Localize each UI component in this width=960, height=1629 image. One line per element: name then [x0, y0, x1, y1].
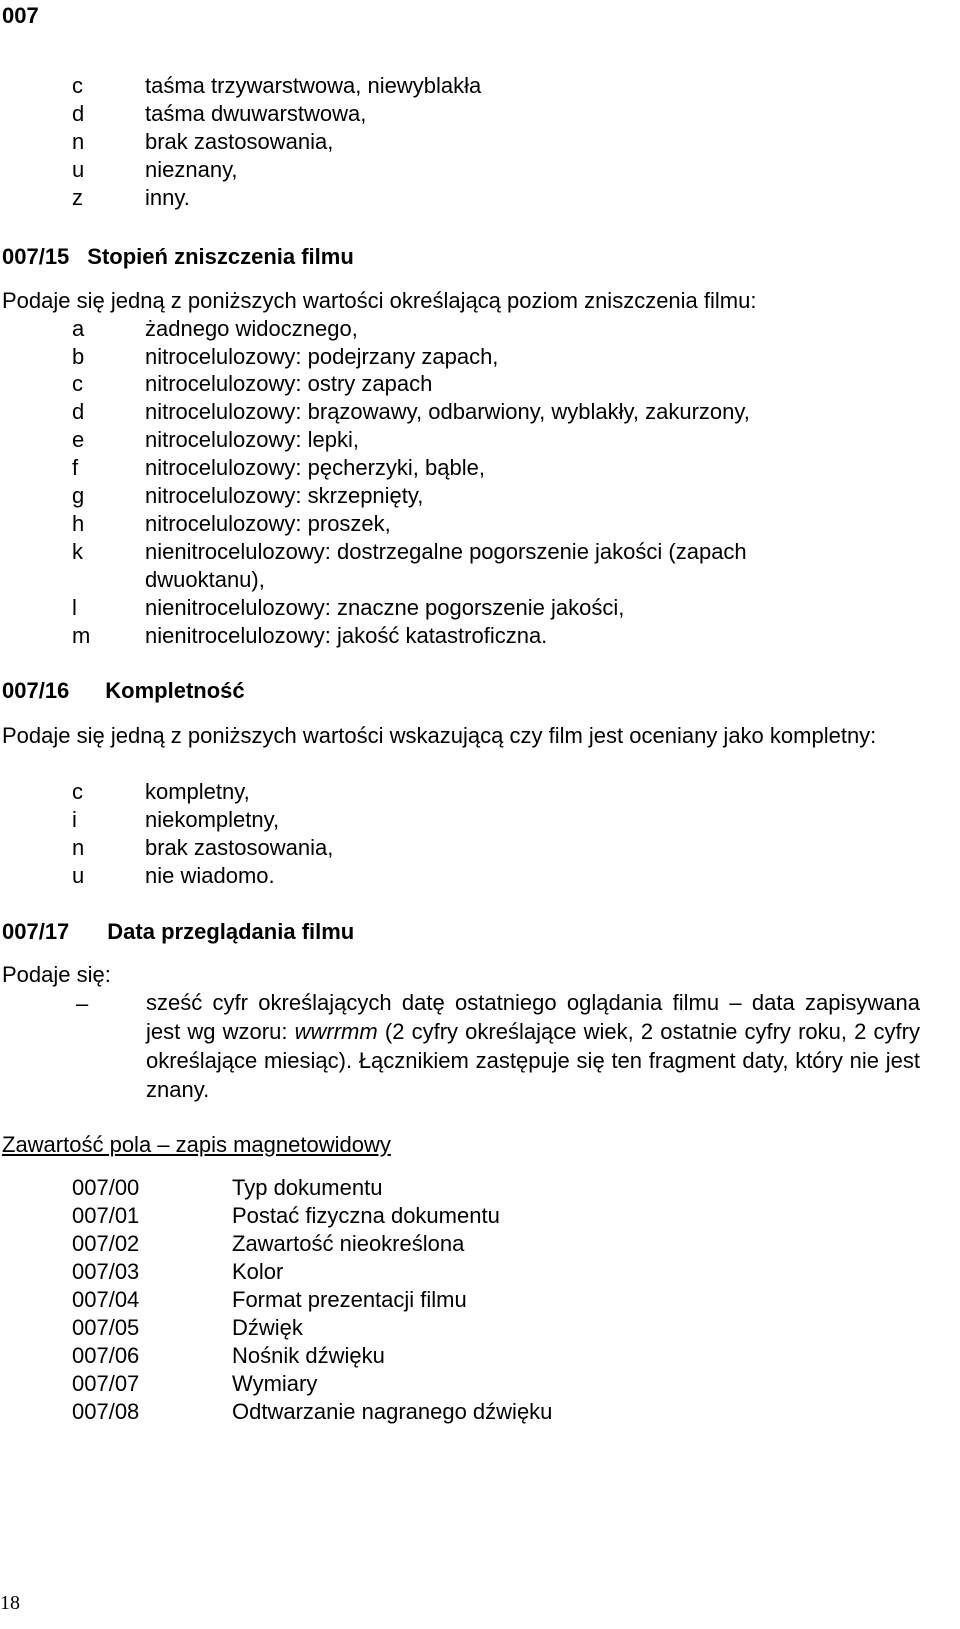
field-code: 007/00 — [72, 1175, 140, 1200]
item-text: nieznany, — [145, 157, 238, 182]
item-code: u — [72, 863, 85, 888]
item-text: dwuoktanu), — [145, 567, 265, 592]
item-text: nitrocelulozowy: proszek, — [145, 511, 391, 536]
item-code: c — [72, 371, 83, 396]
item-text: nitrocelulozowy: skrzepnięty, — [145, 483, 424, 508]
item-text: brak zastosowania, — [145, 835, 334, 860]
item-text: nitrocelulozowy: podejrzany zapach, — [145, 344, 499, 369]
item-code: z — [72, 185, 83, 210]
section-title: Data przeglądania filmu — [107, 919, 355, 944]
date-pattern: wwrrmm — [294, 1019, 378, 1044]
section-heading — [2, 677, 245, 705]
field-label: Format prezentacji filmu — [232, 1287, 467, 1312]
field-label: Typ dokumentu — [232, 1175, 383, 1200]
field-code: 007/08 — [72, 1399, 140, 1424]
item-code: h — [72, 511, 85, 536]
section-heading — [2, 243, 354, 271]
field-code: 007/07 — [72, 1371, 140, 1396]
field-label: Zawartość nieokreślona — [232, 1231, 465, 1256]
item-code: g — [72, 483, 85, 508]
item-text: nienitrocelulozowy: jakość katastroficzna. — [145, 623, 548, 648]
item-text: taśma dwuwarstwowa, — [145, 101, 367, 126]
item-text: nitrocelulozowy: lepki, — [145, 427, 359, 452]
page-number: 18 — [0, 1592, 20, 1614]
field-content-title: Zawartość pola – zapis magnetowidowy — [2, 1132, 391, 1157]
item-code: n — [72, 835, 85, 860]
item-code: u — [72, 157, 85, 182]
page-header-code: 007 — [2, 3, 39, 28]
section-title: Kompletność — [105, 678, 245, 703]
item-code: d — [72, 101, 85, 126]
field-code: 007/06 — [72, 1343, 140, 1368]
item-code: n — [72, 129, 85, 154]
section-number: 007/17 — [2, 919, 70, 944]
item-text: taśma trzywarstwowa, niewyblakła — [145, 73, 482, 98]
item-code: d — [72, 399, 85, 424]
item-text: nie wiadomo. — [145, 863, 275, 888]
description-text: sześć cyfr określających datę ostatniego oglądania filmu – data zapisywana jest wg wzoru: — [146, 990, 920, 1044]
item-text: nitrocelulozowy: brązowawy, odbarwiony, wyblakły, zakurzony, — [145, 399, 750, 424]
item-text: żadnego widocznego, — [145, 316, 358, 341]
section-number: 007/15 — [2, 244, 70, 269]
field-code: 007/05 — [72, 1315, 140, 1340]
item-code: m — [72, 623, 91, 648]
section-number: 007/16 — [2, 678, 70, 703]
field-code: 007/04 — [72, 1287, 140, 1312]
field-code: 007/02 — [72, 1231, 140, 1256]
item-text: nitrocelulozowy: ostry zapach — [145, 371, 433, 396]
section-title: Stopień zniszczenia filmu — [87, 244, 354, 269]
field-label: Postać fizyczna dokumentu — [232, 1203, 500, 1228]
section-intro: Podaje się jedną z poniższych wartości wskazującą czy film jest oceniany jako kompletny: — [2, 723, 877, 748]
item-code: k — [72, 539, 83, 564]
dash-bullet: – — [76, 991, 89, 1016]
item-code: b — [72, 344, 85, 369]
item-code: l — [72, 595, 77, 620]
section-heading — [2, 918, 354, 946]
item-code: i — [72, 807, 77, 832]
item-text: kompletny, — [145, 779, 250, 804]
item-code: e — [72, 427, 85, 452]
item-text: nienitrocelulozowy: znaczne pogorszenie jakości, — [145, 595, 625, 620]
item-code: a — [72, 316, 85, 341]
item-text: nitrocelulozowy: pęcherzyki, bąble, — [145, 455, 485, 480]
field-label: Dźwięk — [232, 1315, 303, 1340]
section-description — [146, 988, 920, 1104]
item-code: c — [72, 73, 83, 98]
field-code: 007/01 — [72, 1203, 140, 1228]
item-text: niekompletny, — [145, 807, 280, 832]
section-intro: Podaje się: — [2, 962, 111, 987]
item-code: f — [72, 455, 79, 480]
description-text: (2 cyfry określające wiek, 2 ostatnie cyfry roku, 2 cyfry określające miesiąc). Łącznikiem zastępuje się ten fragment daty, który nie jest znany. — [146, 1019, 920, 1102]
field-label: Nośnik dźwięku — [232, 1343, 385, 1368]
field-code: 007/03 — [72, 1259, 140, 1284]
field-label: Wymiary — [232, 1371, 318, 1396]
item-text: brak zastosowania, — [145, 129, 334, 154]
item-text: nienitrocelulozowy: dostrzegalne pogorszenie jakości (zapach — [145, 539, 747, 564]
field-label: Odtwarzanie nagranego dźwięku — [232, 1399, 553, 1424]
section-intro: Podaje się jedną z poniższych wartości określającą poziom zniszczenia filmu: — [2, 288, 757, 313]
field-label: Kolor — [232, 1259, 284, 1284]
item-code: c — [72, 779, 83, 804]
item-text: inny. — [145, 185, 190, 210]
